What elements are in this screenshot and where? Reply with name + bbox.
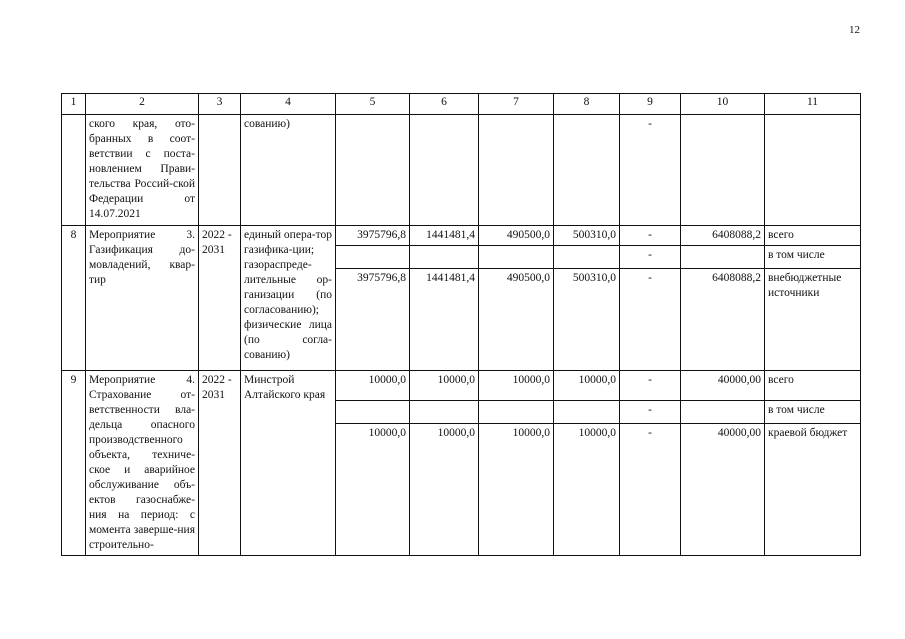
value-cell xyxy=(554,115,620,226)
executor-cell: единый опера-тор газифика-ции; газораспреде-лительные ор-ганизации (по согласованию); физические лица (по согла-сованию) xyxy=(241,226,336,371)
header-cell: 10 xyxy=(681,94,765,115)
header-cell: 11 xyxy=(765,94,861,115)
value-cell: 3975796,8 xyxy=(336,226,410,246)
header-cell: 1 xyxy=(62,94,86,115)
value-cell: - xyxy=(620,371,681,401)
value-cell xyxy=(479,115,554,226)
total-cell xyxy=(681,246,765,269)
funding-source-cell: в том числе xyxy=(765,246,861,269)
total-cell: 6408088,2 xyxy=(681,269,765,371)
funding-source-cell: краевой бюджет xyxy=(765,424,861,556)
table-row xyxy=(62,226,861,246)
header-cell: 8 xyxy=(554,94,620,115)
value-cell: 10000,0 xyxy=(554,424,620,556)
value-cell: - xyxy=(620,115,681,226)
value-cell: 1441481,4 xyxy=(410,269,479,371)
value-cell: 10000,0 xyxy=(479,371,554,401)
header-row xyxy=(62,94,861,115)
row-number-cell: 8 xyxy=(62,226,86,371)
value-cell: 10000,0 xyxy=(554,371,620,401)
activity-name-cell: Мероприятие 3. Газификация до-мовладений, квар-тир xyxy=(86,226,199,371)
value-cell: 500310,0 xyxy=(554,226,620,246)
activity-name-cell: ского края, ото-бранных в соот-ветствии с поста-новлением Прави-тельства Россий-ской Федерации от 14.07.2021 xyxy=(86,115,199,226)
value-cell xyxy=(336,246,410,269)
page-number: 12 xyxy=(849,24,860,36)
funding-source-cell: внебюджетные источники xyxy=(765,269,861,371)
value-cell: 10000,0 xyxy=(336,371,410,401)
header-cell: 9 xyxy=(620,94,681,115)
period-cell: 2022 - 2031 xyxy=(199,371,241,556)
value-cell xyxy=(554,246,620,269)
value-cell: 10000,0 xyxy=(410,371,479,401)
value-cell: 10000,0 xyxy=(479,424,554,556)
program-table xyxy=(61,93,861,556)
value-cell xyxy=(479,246,554,269)
value-cell xyxy=(410,401,479,424)
value-cell: - xyxy=(620,424,681,556)
header-cell: 5 xyxy=(336,94,410,115)
total-cell: 6408088,2 xyxy=(681,226,765,246)
total-cell xyxy=(681,401,765,424)
value-cell: 1441481,4 xyxy=(410,226,479,246)
value-cell: 500310,0 xyxy=(554,269,620,371)
value-cell: 490500,0 xyxy=(479,269,554,371)
value-cell: - xyxy=(620,401,681,424)
value-cell: - xyxy=(620,226,681,246)
funding-source-cell: в том числе xyxy=(765,401,861,424)
total-cell: 40000,00 xyxy=(681,424,765,556)
header-cell: 4 xyxy=(241,94,336,115)
header-cell: 7 xyxy=(479,94,554,115)
executor-cell: Минстрой Алтайского края xyxy=(241,371,336,556)
total-cell: 40000,00 xyxy=(681,371,765,401)
table-row xyxy=(62,371,861,401)
period-cell: 2022 - 2031 xyxy=(199,226,241,371)
value-cell: - xyxy=(620,246,681,269)
funding-source-cell: всего xyxy=(765,371,861,401)
value-cell: 3975796,8 xyxy=(336,269,410,371)
period-cell xyxy=(199,115,241,226)
value-cell xyxy=(336,401,410,424)
funding-source-cell xyxy=(765,115,861,226)
row-number-cell xyxy=(62,115,86,226)
value-cell xyxy=(336,115,410,226)
executor-cell: сованию) xyxy=(241,115,336,226)
row-number-cell: 9 xyxy=(62,371,86,556)
header-cell: 2 xyxy=(86,94,199,115)
value-cell xyxy=(410,115,479,226)
value-cell xyxy=(479,401,554,424)
value-cell: 10000,0 xyxy=(336,424,410,556)
value-cell: 490500,0 xyxy=(479,226,554,246)
header-cell: 6 xyxy=(410,94,479,115)
value-cell xyxy=(681,115,765,226)
header-cell: 3 xyxy=(199,94,241,115)
value-cell xyxy=(410,246,479,269)
value-cell: 10000,0 xyxy=(410,424,479,556)
value-cell xyxy=(554,401,620,424)
continuation-row xyxy=(62,115,861,226)
activity-name-cell: Мероприятие 4. Страхование от-ветственности вла-дельца опасного производственного объекта, техниче-ское и аварийное обслуживание объ-ектов газоснабже-ния на период: с момента заверше-ния строительно- xyxy=(86,371,199,556)
funding-source-cell: всего xyxy=(765,226,861,246)
value-cell: - xyxy=(620,269,681,371)
